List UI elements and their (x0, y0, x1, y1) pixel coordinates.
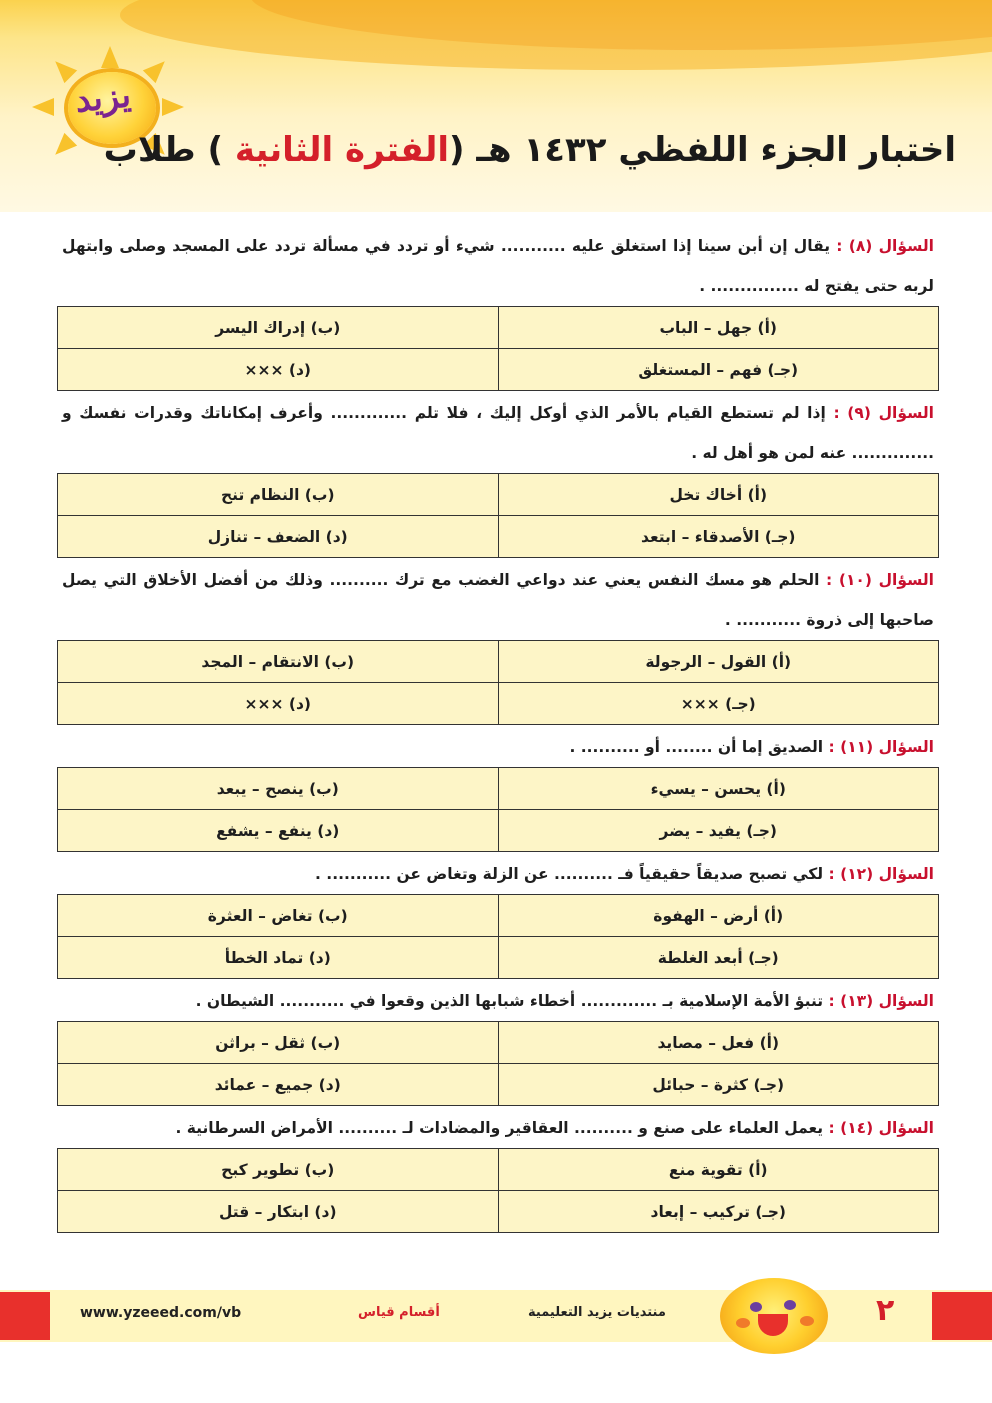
option-b[interactable]: (ب) تغاض – العثرة (58, 895, 499, 937)
questions-area (62, 226, 934, 1235)
footer-url-link[interactable]: www.yzeeed.com/vb (80, 1305, 242, 1321)
question-body: الصديق إما أن ........ أو .......... . (569, 738, 824, 756)
question-text (62, 560, 934, 640)
question-text (62, 727, 934, 767)
logo-text: يزيد (73, 75, 133, 121)
question-body: يعمل العلماء على صنع و .......... العقاقير والمضادات لـ .......... الأمراض السرطانية . (175, 1119, 824, 1137)
option-b[interactable]: (ب) النظام تنح (58, 474, 499, 516)
options-table (57, 894, 939, 979)
title-part: اختبار الجزء اللفظي ١٤٣٢ هـ ( (449, 130, 956, 170)
sun-ray (162, 98, 184, 116)
sun-face-cheek (736, 1318, 750, 1328)
option-a[interactable]: (أ) أرض – الهفوة (498, 895, 939, 937)
sun-face-icon (700, 1268, 850, 1364)
options-table (57, 640, 939, 725)
question-text (62, 981, 934, 1021)
question-body: الحلم هو مسك النفس يعني عند دواعي الغضب مع ترك .......... وذلك من أفضل الأخلاق التي يصل صاحبها إلى ذروة ........... . (62, 571, 934, 629)
option-d[interactable]: (د) ××× (58, 349, 499, 391)
footer-red-block (932, 1292, 992, 1340)
sun-ray (101, 46, 119, 68)
option-d[interactable]: (د) ابتكار – قتل (58, 1191, 499, 1233)
sun-face-eye (750, 1302, 762, 1312)
sun-face-eye (784, 1300, 796, 1310)
question-label: السؤال (١١) : (828, 738, 934, 756)
option-d[interactable]: (د) تماد الخطأ (58, 937, 499, 979)
sun-face-cheek (800, 1316, 814, 1326)
page-header (0, 0, 992, 212)
option-c[interactable]: (جـ) ××× (498, 683, 939, 725)
sun-ray (49, 133, 77, 161)
question-label: السؤال (١٣) : (828, 992, 934, 1010)
title-period: الفترة الثانية (234, 130, 450, 170)
option-c[interactable]: (جـ) تركيب – إبعاد (498, 1191, 939, 1233)
options-table (57, 306, 939, 391)
question-label: السؤال (١٠) : (826, 571, 934, 589)
option-b[interactable]: (ب) ينصح – يبعد (58, 768, 499, 810)
options-table (57, 1021, 939, 1106)
option-a[interactable]: (أ) يحسن – يسيء (498, 768, 939, 810)
option-c[interactable]: (جـ) أبعد الغلطة (498, 937, 939, 979)
question-text (62, 393, 934, 473)
footer-forum-label: منتديات يزيد التعليمية (528, 1305, 666, 1320)
sun-ray (32, 98, 54, 116)
option-c[interactable]: (جـ) الأصدقاء – ابتعد (498, 516, 939, 558)
footer-section-label: أقسام قياس (358, 1305, 440, 1320)
option-a[interactable]: (أ) أخاك تخل (498, 474, 939, 516)
page-title (104, 120, 956, 180)
title-part: ) طلاب (103, 130, 235, 170)
question-label: السؤال (٨) : (836, 237, 934, 255)
options-table (57, 1148, 939, 1233)
option-c[interactable]: (جـ) يفيد – يضر (498, 810, 939, 852)
question-label: السؤال (١٢) : (828, 865, 934, 883)
question-label: السؤال (١٤) : (828, 1119, 934, 1137)
option-b[interactable]: (ب) ثقل – براثن (58, 1022, 499, 1064)
sun-ray (49, 55, 77, 83)
question-body: إذا لم تستطع القيام بالأمر الذي أوكل إليك ، فلا تلم ............. وأعرف إمكاناتك وقدرات نفسك و .............. عنه لمن هو أهل له . (62, 404, 934, 462)
question-label: السؤال (٩) : (833, 404, 934, 422)
option-d[interactable]: (د) ××× (58, 683, 499, 725)
question-body: تنبؤ الأمة الإسلامية بـ ............. أخطاء شبابها الذين وقعوا في ........... الشيطان . (195, 992, 824, 1010)
option-b[interactable]: (ب) تطوير كبح (58, 1149, 499, 1191)
option-a[interactable]: (أ) جهل – الباب (498, 307, 939, 349)
question-text (62, 854, 934, 894)
option-a[interactable]: (أ) فعل – مصايد (498, 1022, 939, 1064)
options-table (57, 767, 939, 852)
page-number: ٢ (876, 1293, 895, 1328)
option-b[interactable]: (ب) إدراك اليسر (58, 307, 499, 349)
option-c[interactable]: (جـ) فهم – المستغلق (498, 349, 939, 391)
sun-ray (143, 55, 171, 83)
option-d[interactable]: (د) ينفع – يشفع (58, 810, 499, 852)
option-d[interactable]: (د) الضعف – تنازل (58, 516, 499, 558)
option-c[interactable]: (جـ) كثرة – حبائل (498, 1064, 939, 1106)
question-body: لكي تصبح صديقاً حقيقياً فـ .......... عن الزلة وتغاض عن ........... . (315, 865, 824, 883)
option-a[interactable]: (أ) القول – الرجولة (498, 641, 939, 683)
question-text (62, 1108, 934, 1148)
question-text (62, 226, 934, 306)
footer-red-block (0, 1292, 50, 1340)
option-a[interactable]: (أ) تقوية منع (498, 1149, 939, 1191)
option-b[interactable]: (ب) الانتقام – المجد (58, 641, 499, 683)
options-table (57, 473, 939, 558)
option-d[interactable]: (د) جميع – عمائد (58, 1064, 499, 1106)
question-body: يقال إن أبن سينا إذا استغلق عليه ........... شيء أو تردد في مسألة تردد على المسجد وصلى وابتهل لربه حتى يفتح له ............... . (62, 237, 934, 295)
